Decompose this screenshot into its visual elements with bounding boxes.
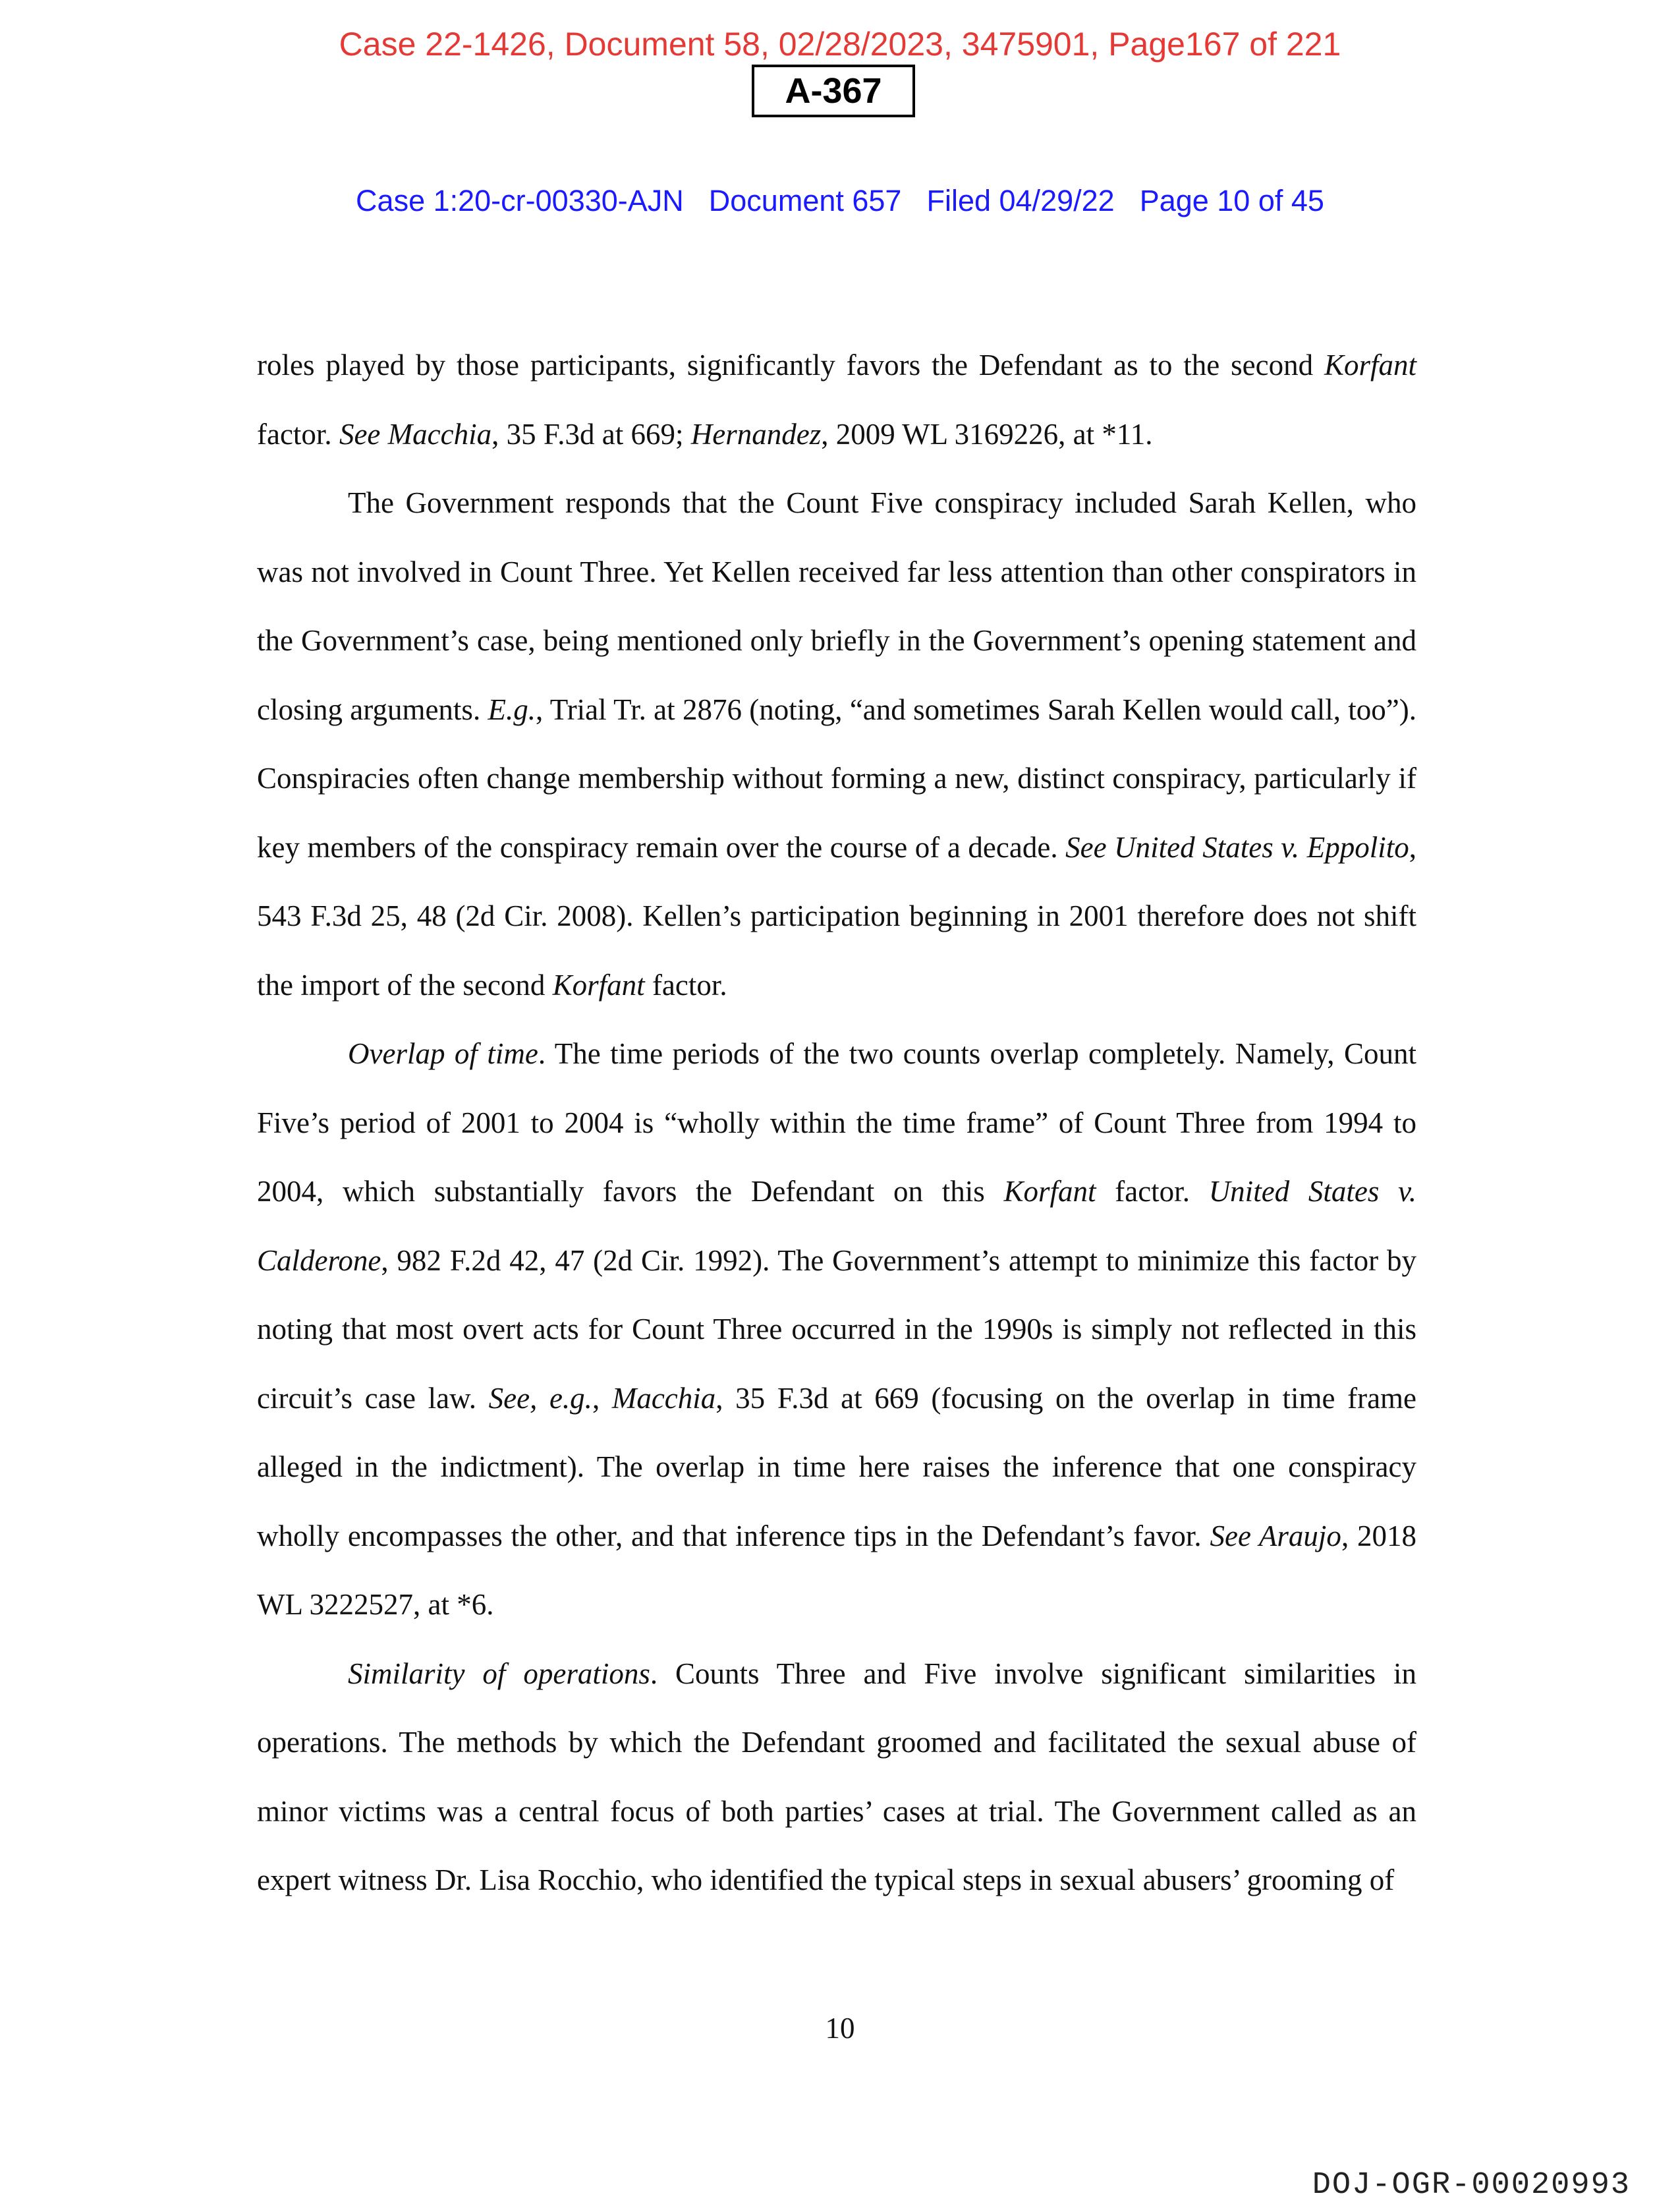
case-name-italic: Korfant — [1003, 1175, 1096, 1208]
section-heading-italic: Overlap of time — [348, 1037, 538, 1070]
opinion-body — [257, 331, 1416, 1915]
case-name-italic: See United States v. Eppolito — [1065, 830, 1409, 864]
text-run: , — [592, 1381, 612, 1415]
text-run: , 2018 WL 3222527, at *6. — [257, 1519, 1416, 1621]
filing-case-number: Case 1:20-cr-00330-AJN — [356, 184, 684, 217]
text-run: , 35 F.3d at 669 (focusing on the overlap in time frame alleged in the indictment). The overlap in time here raises the inference that one conspiracy wholly encompasses the other, and that inference tips in the Defendant’s favor. — [257, 1381, 1417, 1552]
citation-italic: See, e.g. — [488, 1381, 592, 1415]
citation-italic: E.g. — [488, 693, 536, 726]
case-name-italic: Korfant — [1324, 349, 1416, 382]
text-run: . The time periods of the two counts overlap completely. Namely, Count Five’s period of 2001 to 2004 is “wholly within the time frame” of Count Three from 1994 to 2004, which substantially favors the Defendant on this — [257, 1037, 1416, 1208]
exhibit-label: A-367 — [752, 65, 915, 117]
text-run: . Counts Three and Five involve significant similarities in operations. The methods by which the Defendant groomed and facilitated the sexual abuse of minor victims was a central focus of both parties’ cases at trial. The Government called as an expert witness Dr. Lisa Rocchio, who identified the typical steps in sexual abusers’ grooming of — [257, 1657, 1416, 1896]
text-run: , 982 F.2d 42, 47 (2d Cir. 1992). The Government’s attempt to minimize this factor by noting that most overt acts for Count Three occurred in the 1990s is simply not reflected in this circuit’s case law. — [257, 1243, 1416, 1415]
case-name-italic: Hernandez — [690, 417, 822, 451]
text-run: factor. — [257, 417, 339, 451]
case-name-italic: Korfant — [552, 968, 645, 1002]
text-run: , 543 F.3d 25, 48 (2d Cir. 2008). Kellen’s participation beginning in 2001 therefore does not shift the import of the second — [257, 830, 1417, 1002]
paragraph-similarity-of-operations — [257, 1639, 1416, 1915]
case-name-italic: Macchia — [611, 1381, 716, 1415]
appellate-case-header: Case 22-1426, Document 58, 02/28/2023, 3475901, Page167 of 221 — [339, 26, 1341, 63]
text-run: roles played by those participants, significantly favors the Defendant as to the second — [257, 349, 1324, 382]
text-run: The Government responds that the Count Five conspiracy included Sarah Kellen, who was not involved in Count Three. Yet Kellen received far less attention than other conspirators in the Government’s case, being mentioned only briefly in the Government’s opening statement and closing arguments. — [257, 486, 1416, 726]
case-name-italic: United States v. Calderone — [257, 1175, 1417, 1277]
bates-number: DOJ-OGR-00020993 — [1312, 2168, 1631, 2203]
filing-document-number: Document 657 — [708, 184, 902, 217]
paragraph-overlap-of-time — [257, 1019, 1416, 1639]
text-run: , 35 F.3d at 669; — [491, 417, 691, 451]
section-heading-italic: Similarity of operations — [348, 1657, 650, 1690]
text-run: , 2009 WL 3169226, at *11. — [821, 417, 1153, 451]
page-number: 10 — [825, 2012, 855, 2045]
citation-italic: See Araujo — [1210, 1519, 1341, 1552]
text-run: , Trial Tr. at 2876 (noting, “and sometimes Sarah Kellen would call, too”). Conspiracies often change membership without forming a new, distinct conspiracy, particularly if key members of the conspiracy remain over the course of a decade. — [257, 693, 1416, 864]
paragraph-government-responds — [257, 468, 1416, 1019]
district-filing-header — [0, 186, 1680, 215]
paragraph-roles-played — [257, 331, 1416, 468]
citation-italic: See Macchia — [339, 417, 492, 451]
filing-page-count: Page 10 of 45 — [1139, 184, 1324, 217]
text-run: factor. — [644, 968, 727, 1002]
filing-date: Filed 04/29/22 — [926, 184, 1115, 217]
text-run: factor. — [1096, 1175, 1209, 1208]
